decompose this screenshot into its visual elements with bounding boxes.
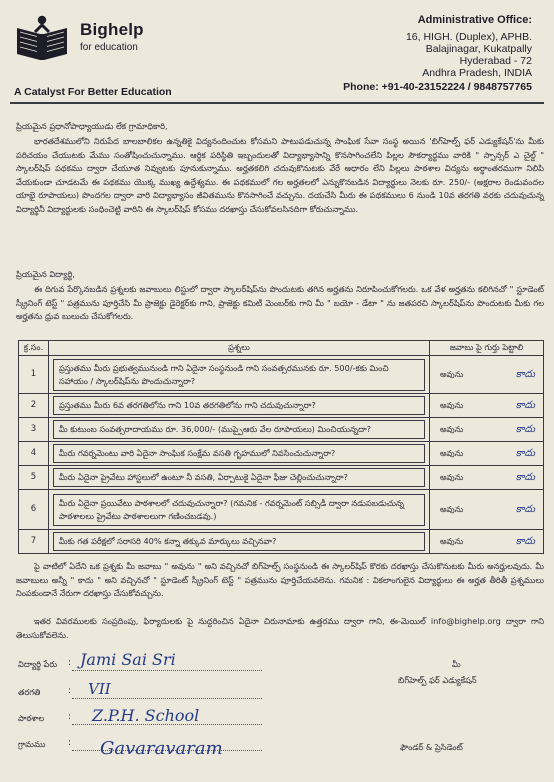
question-cell: [49, 418, 430, 442]
school-value[interactable]: Z.P.H. School: [92, 706, 200, 725]
answer-option-yes[interactable]: అవును: [440, 447, 464, 458]
contact-paragraph: ఇతర వివరములకు సంప్రదింపు, ఫిర్యాదులకు పై నుద్దరించిన ఏదైనా చిరునామాకు ఉత్తరము ద్వారా గాని, ఈ-మెయిల్ info@bighelp.org ద్వారా గాని తెలుసుకోవలెను.: [16, 616, 544, 640]
question-cell: [49, 394, 430, 418]
brand-name: Bighelp: [80, 20, 144, 39]
answer-cell[interactable]: [430, 530, 544, 554]
question-cell: [49, 466, 430, 490]
row-number: 1: [19, 356, 49, 394]
question-cell: [49, 490, 430, 530]
answer-cell[interactable]: [430, 490, 544, 530]
answer-option-yes[interactable]: అవును: [440, 503, 464, 514]
column-header: జవాబు పై గుర్తు పెట్టాలి: [430, 341, 544, 356]
handwritten-answer: కాదు: [515, 535, 535, 547]
class-label: తరగతి: [18, 687, 41, 697]
field-colon: :: [68, 658, 72, 668]
question-cell: [49, 530, 430, 554]
address-line: Hyderabad - 72: [459, 55, 532, 67]
brand-subtitle: for education: [80, 42, 138, 53]
question-cell: [49, 356, 430, 394]
answer-option-yes[interactable]: అవును: [440, 535, 464, 546]
address-line: 16, HIGH. (Duplex), APHB.: [405, 31, 532, 43]
address-line: Andhra Pradesh, INDIA: [422, 67, 532, 79]
header-divider: [10, 102, 544, 104]
intro-paragraph: భారతదేశములోని నిరుపేద బాలబాలికల ఉన్నతికై విద్యనందించుట కోసమని పాటుపడుచున్న సాంఘిక సేవా సంస్థ అయిన 'బిగ్‌హెల్ప్ ఫర్ ఎడ్యుకేషన్'ను మీకు పరిచయం చేయుటకు మేము సంతోషించుచున్నాము. ఆర్థిక పరిస్థితి ఇబ్బందులతో విద్యాభ్యాసాన్ని కొనసాగించలేని పిల్లల సౌకర్యార్థము వారికి " స్పాన్సర్ ఎ చైల్డ్ " స్కాలర్‌షిప్ పథకము ద్వారా చేయూత నివ్వుటకు పూనుకున్నాము. అర్హతకలిగి చదువుకొనుటకు వేరే ఆధారం లేని పిల్లలు పాఠశాల విద్యను అర్థాంతరముగా నిలిపి వేయకుండా చూడటమే ఈ పథకము యొక్క ముఖ్య ఉద్దేశ్యము. ఈ పథకములో గల అర్హతలలో ఎన్నుకొనబడిన విద్యార్థులు నెలకు రూ. 250/- (అక్షరాల రెండువందల యాభై రూపాయలు) పొందగల ద్వారా వారి విద్యాభ్యాసం జీవితమును కొనసాగించే వచ్చును. దయచేసి మీరు ఈ పథకములు 6 నుండి 10వ తరగతి వరకు చదువుచున్న విద్యార్థినీ విద్యార్థులకు సంధించెట్టి వారిని ఈ స్కాలర్‌షిప్ కోసము దరఖాస్తు చేసుకోవలసినదిగా కోరుచున్నాము.: [16, 136, 544, 214]
village-label: గ్రామము: [18, 739, 46, 749]
handwritten-answer: కాదు: [515, 447, 535, 459]
phone-line: Phone: +91-40-23152224 / 9848757765: [343, 81, 532, 93]
signature-line-3: ఫౌండర్ & ప్రెసిడెంట్: [400, 742, 463, 752]
address-block: [343, 14, 532, 93]
question-cell: [49, 442, 430, 466]
tagline: A Catalyst For Better Education: [14, 86, 172, 98]
row-number: 6: [19, 490, 49, 530]
question-text: ప్రస్తుతము మీరు 6వ తరగతిలోను గాని 10వ తరగతిలోను గాని చదువుచున్నారా?: [53, 396, 425, 415]
village-value[interactable]: Gavaravaram: [100, 738, 223, 759]
row-number: 4: [19, 442, 49, 466]
signature-line-2: బిగ్‌హెల్ప్ ఫర్ ఎడ్యుకేషన్: [398, 675, 477, 685]
column-header: ప్రశ్నలు: [49, 341, 430, 356]
instructions-paragraph: పై వాటిలో ఏదేని ఒక ప్రశ్నకు మీ జవాబు " అవును " అని వచ్చినచో బిగ్‌హెల్ప్ సంస్థనుండి ఈ స్కాలర్‌షిప్ కొరకు దరఖాస్తు చేసుకొనుటకు మీరు అనర్హులవుదు. మీ జవాబులు అన్నీ " కాదు " అని వచ్చినచో " స్టూడెంట్ స్క్రీనింగ్ టెస్ట్ " పత్రమును పూర్తిచేయవలెను. గమనిక : వికలాంగులైన విద్యార్థులు ఈ అర్హత తీరితీ ప్రశ్నములు నింపకుండానే నేరుగా దరఖాస్తు చేసుకోవచ్చును.: [16, 561, 544, 599]
answer-cell[interactable]: [430, 356, 544, 394]
table-row: [19, 356, 544, 394]
student-name-value[interactable]: Jami Sai Sri: [80, 650, 176, 669]
school-label: పాఠశాల: [18, 713, 45, 723]
answer-cell[interactable]: [430, 442, 544, 466]
address-title: Administrative Office:: [417, 14, 532, 26]
salutation-headmaster: ప్రియమైన ప్రధానోపాధ్యాయుడు లేక గ్రామాధికారి,: [16, 121, 168, 131]
field-colon: :: [68, 712, 72, 722]
row-number: 3: [19, 418, 49, 442]
class-value[interactable]: VII: [88, 680, 111, 698]
column-header: క్ర.సం.: [19, 341, 49, 356]
row-number: 5: [19, 466, 49, 490]
signature-line-1: మీ: [452, 659, 461, 669]
answer-option-yes[interactable]: అవును: [440, 423, 464, 434]
question-text: మీకు గత పరీక్షలో సరాసరి 40% కన్నా తక్కువ మార్కులు వచ్చినవా?: [53, 532, 425, 551]
table-header-row: [19, 341, 544, 356]
row-number: 7: [19, 530, 49, 554]
table-row: [19, 490, 544, 530]
table-row: [19, 442, 544, 466]
bighelp-logo-icon: [14, 14, 70, 64]
address-line: Balajinagar, Kukatpally: [425, 43, 532, 55]
handwritten-answer: కాదు: [515, 503, 535, 515]
field-colon: :: [68, 738, 72, 748]
brand: [80, 20, 144, 53]
handwritten-answer: కాదు: [515, 368, 535, 380]
eligibility-table: [18, 340, 544, 554]
answer-cell[interactable]: [430, 394, 544, 418]
table-row: [19, 418, 544, 442]
answer-option-yes[interactable]: అవును: [440, 399, 464, 410]
answer-option-yes[interactable]: అవును: [440, 368, 464, 379]
question-text: ప్రస్తుతము మీరు ప్రభుత్వమునుండి గాని ఏదైనా సంస్థనుండి గాని సంవత్సరమునకు రూ. 500/-కకు మించి సహాయం / స్కాలర్‌షిప్‌ను పొందుచున్నారా?: [53, 359, 425, 391]
class-line: [72, 698, 262, 699]
handwritten-answer: కాదు: [515, 471, 535, 483]
field-colon: :: [68, 686, 72, 696]
answer-cell[interactable]: [430, 418, 544, 442]
question-text: మీరు గవర్నమెంటు వారి ఏదైనా సాంఘిక సంక్షేమ వసతి గృహములో నివసించుచున్నారా?: [53, 444, 425, 463]
table-row: [19, 530, 544, 554]
question-text: మీ కుటుంబ సంవత్సరాదాయము రూ. 36,000/- (ముప్పైఆరు వేల రూపాయలు) మించియున్నదా?: [53, 420, 425, 439]
table-row: [19, 466, 544, 490]
student-name-label: విద్యార్థి పేరు: [18, 659, 58, 669]
row-number: 2: [19, 394, 49, 418]
handwritten-answer: కాదు: [515, 423, 535, 435]
table-row: [19, 394, 544, 418]
question-text: మీరు ఏదైనా ప్రయివేటు పాఠశాలలో చదువుచున్నారా? (గమనిక - గవర్నమెంట్ సబ్సిడీ ద్వారా నడుపబడుచున్న పాఠశాలలు ప్రైవేటు పాఠశాలలుగా గణించబడవు.): [53, 494, 425, 526]
salutation-student: ప్రియమైన విద్యార్థి,: [16, 269, 75, 279]
answer-cell[interactable]: [430, 466, 544, 490]
eligibility-paragraph: ఈ దిగువ పేర్కొనబడిన ప్రశ్నలకు జవాబులు లిస్టులో ద్వారా స్కాలర్‌షిప్‌ను పొందుటకు తగిన అర్హతను నిరూపించుకోగలరు. ఒక వేళ అర్హతను కలిగినచో " స్టూడెంట్ స్క్రీనింగ్ టెస్ట్ " పత్రమును పూర్తిచేసి మీ ప్రాజెక్టు డైరెక్టర్‌కు గాని, ప్రాజెక్టు కమిటీ మెంబర్‌కు గాని మీ " బయో - డేటా " ను జతపరచి స్కాలర్‌షిప్‌ను పొందుటకు మీకు గల అర్హతను ధ్రువ బులుచు చేసుకోగలరు.: [16, 284, 544, 322]
answer-option-yes[interactable]: అవును: [440, 471, 464, 482]
student-name-line: [72, 670, 262, 671]
handwritten-answer: కాదు: [515, 399, 535, 411]
question-text: మీరు ఏదైనా ప్రైవేటు హాస్టలులో ఉంటూ నీ వసతి, ఏర్పాటుకై ఏదైనా ఫీజు చెల్లించుచున్నారా?: [53, 468, 425, 487]
